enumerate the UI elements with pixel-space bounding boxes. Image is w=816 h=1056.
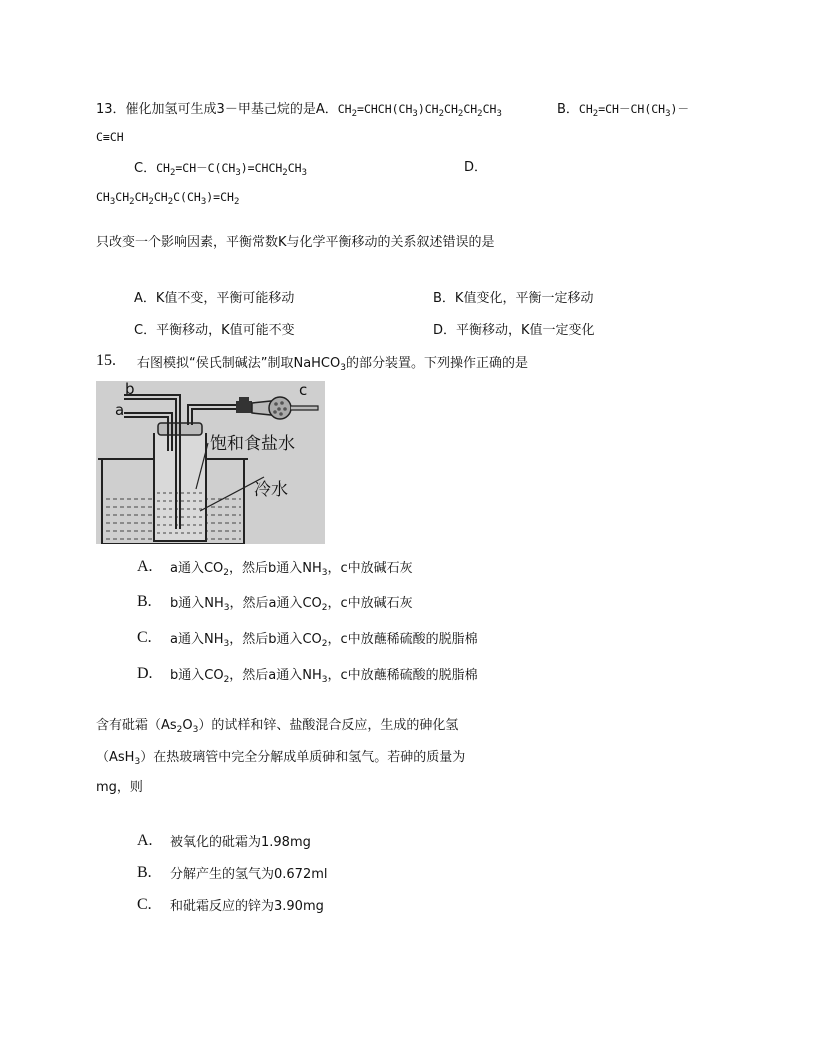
- q13-line1: [96, 101, 502, 118]
- q14-option-b: B．K值变化，平衡一定移动: [433, 291, 594, 306]
- q13-optB-label: B．: [557, 102, 579, 117]
- q13-optD-label: D．: [464, 160, 488, 175]
- q13-optA-label: A．: [315, 102, 338, 117]
- q15-option-a-text: a通入$CO_2$，然后b通入$NH_3$，c中放碱石灰: [170, 561, 413, 578]
- q13-optB-line2: C≡CH: [96, 130, 124, 144]
- q13-optD-formula: $CH_3CH_2CH_2CH_2C(CH_3)=CH_2$: [96, 190, 240, 207]
- figure-label-b: b: [125, 380, 135, 398]
- q16-option-a-text: 被氧化的砒霜为1.98mg: [170, 835, 311, 850]
- q15-number: 15.: [96, 352, 116, 369]
- apparatus-figure: [96, 381, 325, 544]
- q16-option-c-text: 和砒霜反应的锌为3.90mg: [170, 899, 324, 914]
- q16-option-b-label: B.: [137, 864, 152, 881]
- q16-option-b-text: 分解产生的氢气为0.672ml: [170, 867, 328, 882]
- apparatus-drawing: [96, 381, 325, 544]
- figure-label-a: a: [115, 401, 125, 419]
- q16-line2: （AsH$_3$）在热玻璃管中完全分解成单质砷和氢气。若砷的质量为: [96, 750, 466, 767]
- q14-option-a: A．K值不变，平衡可能移动: [134, 291, 295, 306]
- q15-option-d-label: D.: [137, 665, 153, 682]
- figure-label-saturated-brine: 饱和食盐水: [210, 434, 295, 454]
- q16-option-a-label: A.: [137, 832, 153, 849]
- figure-label-cold-water: 冷水: [254, 480, 288, 500]
- q14-stem: 只改变一个影响因素，平衡常数K与化学平衡移动的关系叙述错误的是: [96, 235, 495, 250]
- q15-option-c-text: a通入$NH_3$，然后b通入$CO_2$，c中放蘸稀硫酸的脱脂棉: [170, 632, 478, 649]
- q15-stem: 右图模拟“侯氏制碱法”制取NaHCO$_3$的部分装置。下列操作正确的是: [137, 356, 528, 373]
- q16-option-c-label: C.: [137, 896, 152, 913]
- q15-option-a-label: A.: [137, 558, 153, 575]
- q13-optA-formula: $CH_2=CHCH(CH_3)CH_2CH_2CH_2CH_3$: [337, 102, 502, 119]
- q15-option-d-text: b通入$CO_2$，然后a通入$NH_3$，c中放蘸稀硫酸的脱脂棉: [170, 668, 478, 685]
- q15-option-b-label: B.: [137, 593, 152, 610]
- q14-option-d: D．平衡移动，K值一定变化: [433, 323, 595, 338]
- q16-line3: mg，则: [96, 780, 143, 795]
- q13-optB-formula: $CH_2=CH-CH(CH_3)-$: [578, 102, 689, 119]
- q16-line1: 含有砒霜$(As_2O_3)$的试样和锌、盐酸混合反应，生成的砷化氢: [96, 718, 459, 735]
- figure-label-c: c: [299, 381, 308, 399]
- q13-optC: [134, 160, 307, 177]
- q15-option-b-text: b通入$NH_3$，然后a通入$CO_2$，c中放碱石灰: [170, 596, 413, 613]
- q13-optC-formula: $CH_2=CH-C(CH_3)=CHCH_2CH_3$: [156, 161, 307, 178]
- q15-option-c-label: C.: [137, 629, 152, 646]
- q13-prefix: 13．催化加氢可生成3－甲基己烷的是: [96, 102, 316, 117]
- q13-optC-label: C．: [134, 161, 157, 176]
- q13-optB: [557, 101, 689, 118]
- q14-option-c: C．平衡移动，K值可能不变: [134, 323, 295, 338]
